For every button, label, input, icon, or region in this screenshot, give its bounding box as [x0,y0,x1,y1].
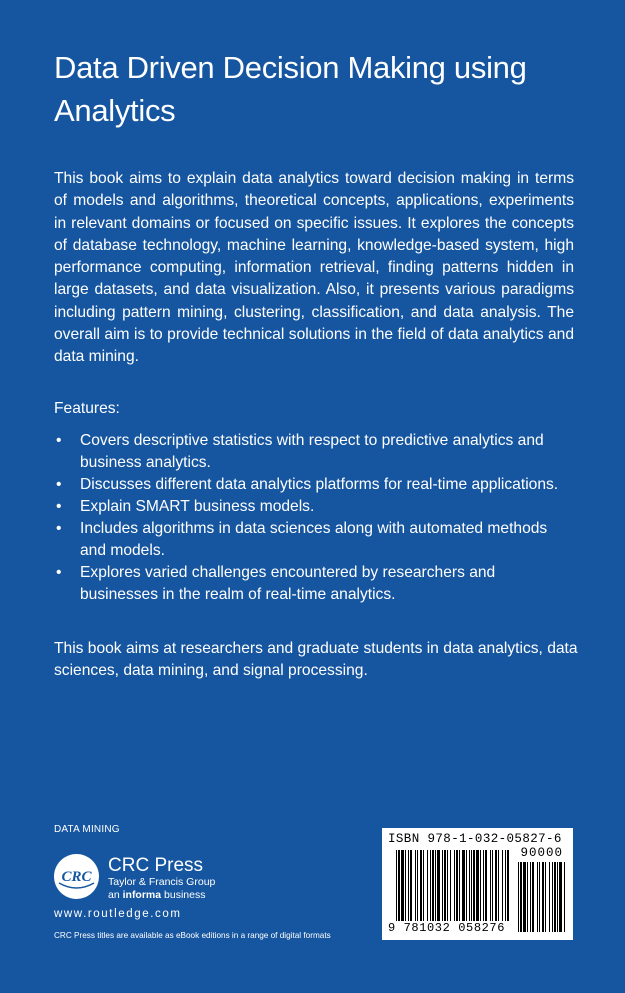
barcode-stripe [523,862,526,932]
barcode-stripe [447,850,448,921]
book-description: This book aims to explain data analytics toward decision making in terms of models and algorithms, theoretical concepts, applications, experiments in relevant domains or focused on specific issues. It explores the concepts of database technology, machine learning, knowledge-based system, high performance computing, information retrieval, finding patterns hidden in large datasets, and data visualization. Also, it presents various paradigms including pattern mining, clustering, classification, and data analysis. The overall aim is to provide technical solutions in the field of data analytics and data mining. [54,170,574,366]
barcode-stripe [492,850,493,921]
barcode-stripe [530,862,531,932]
barcode-addon-number: 90000 [520,846,563,860]
bullet-icon: • [56,498,62,515]
feature-item [54,562,574,606]
barcode-stripe [427,850,428,921]
isbn-label: ISBN 978-1-032-05827-6 [388,832,562,846]
audience-statement: This book aims at researchers and graduate students in data analytics, data sciences, data mining, and signal processing. [54,640,578,680]
barcode-stripe [564,862,565,932]
isbn-barcode [382,828,573,940]
barcode-stripe [520,862,522,932]
publisher-website: www.routledge.com [54,908,182,920]
barcode-stripe [459,850,460,921]
barcode-stripe [410,850,412,921]
barcode-stripe [552,862,553,932]
barcode-stripe [398,850,400,921]
barcode-stripe [456,850,458,921]
publisher-group: Taylor & Francis Group [108,876,216,888]
barcode-stripe [473,850,475,921]
barcode-digits: 9 781032 058276 [388,921,506,935]
barcode-stripe [476,850,479,921]
feature-item [54,474,574,496]
barcode-stripe [480,850,481,921]
barcode-stripe [408,850,409,921]
subject-category: DATA MINING [54,824,120,835]
barcode-stripe [537,862,538,932]
feature-text: Discusses different data analytics platforms for real-time applications. [80,476,559,493]
barcode-stripe [545,862,546,932]
informa-prefix: an [108,889,123,901]
barcode-stripe [539,862,540,932]
barcode-stripe [559,862,562,932]
barcode-stripe [442,850,443,921]
barcode-stripe [454,850,455,921]
barcode-stripe [549,862,550,932]
feature-list [54,430,574,606]
feature-item [54,430,574,474]
barcode-stripe [450,850,451,921]
barcode-stripe [527,862,528,932]
barcode-stripe [483,850,484,921]
barcode-stripe [423,850,424,921]
barcode-stripe [554,862,556,932]
barcode-stripe [432,850,434,921]
crc-press-logo-icon [53,853,100,900]
features-heading: Features: [54,400,120,417]
barcode-stripe [471,850,472,921]
barcode-stripe [507,850,509,921]
barcode-stripe [437,850,440,921]
bullet-icon: • [56,564,62,581]
logo-text: CRC [61,869,92,885]
publisher-name: CRC Press [108,855,204,876]
informa-brand: informa [122,889,162,901]
barcode-stripe [557,862,558,932]
bullet-icon: • [56,476,62,493]
feature-text: Explores varied challenges encountered by researchers and businesses in the realm of real-time analytics. [80,564,496,603]
feature-text: Covers descriptive statistics with respect to predictive analytics and business analytics. [80,432,544,471]
feature-text: Explain SMART business models. [80,498,315,515]
barcode-stripe [490,850,491,921]
feature-item [54,518,574,562]
barcode-stripe [435,850,436,921]
barcode-stripe [444,850,446,921]
publisher-block [108,856,215,902]
barcode-stripe [505,850,506,921]
informa-line [108,889,215,902]
bullet-icon: • [56,520,62,537]
barcode-stripe [430,850,431,921]
barcode-stripe [405,850,406,921]
ebook-note: CRC Press titles are available as eBook editions in a range of digital formats [54,931,331,940]
barcode-stripe [498,850,499,921]
feature-text: Includes algorithms in data sciences along with automated methods and models. [80,520,548,559]
barcode-stripe [415,850,416,921]
barcode-stripe [401,850,404,921]
barcode-stripe [485,850,487,921]
barcode-stripe [469,850,470,921]
barcode-stripe [495,850,497,921]
barcode-stripe [518,862,519,932]
informa-suffix: business [161,889,206,901]
barcode-stripe [462,850,465,921]
barcode-stripe [466,850,467,921]
barcode-stripe [532,862,534,932]
book-title: Data Driven Decision Making using Analytics [54,50,527,128]
barcode-stripe [542,862,544,932]
bullet-icon: • [56,432,62,449]
barcode-stripe [396,850,397,921]
barcode-stripe [502,850,503,921]
barcode-stripe [420,850,422,921]
barcode-stripe [417,850,418,921]
feature-item [54,496,574,518]
